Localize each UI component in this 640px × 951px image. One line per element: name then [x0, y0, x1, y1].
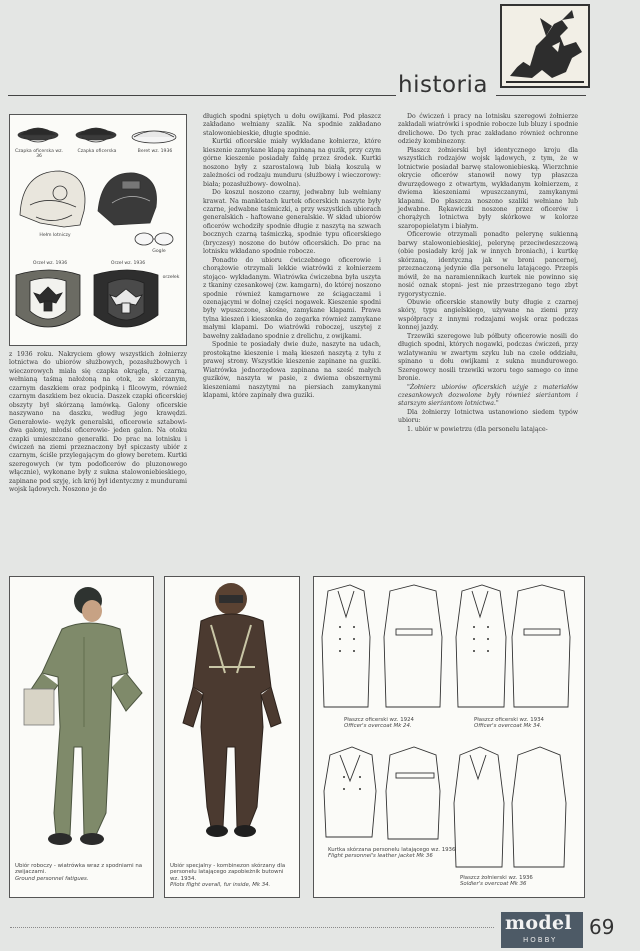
mechanic-caption-en: Ground personnel fatigues.	[15, 875, 89, 882]
pilot-caption-en: Pilots flight overall, fur inside, Mk 34.	[170, 882, 271, 889]
page-number: 69	[589, 915, 615, 939]
cap1-label: Czapka oficerska wz. 36	[14, 149, 64, 160]
pilot-figure	[164, 576, 300, 898]
middle-column-text	[203, 113, 381, 400]
coat-label-1	[344, 717, 454, 730]
header-rule	[8, 95, 396, 96]
coat-label-1-en: Officer's overcoat Mk 24.	[344, 723, 412, 730]
mid-paragraph-2: Kurtki oficerskie miały wykładane kołnierze, które kieszenie zamykane klapą zapinaną na guzik, przy czym górne kieszenie posiadały fałdę przez środek. Kurtki noszono były z szarostalową lub białą koszulą w zależności od rodzaju munduru (służbowy i wieczorowy: biała; pozasłużbowy- dowolna).	[203, 138, 381, 188]
right-paragraph-1: Do ćwiczeń i pracy na lotnisku szeregowi żołnierze zakładali wiatrówki i spodnie robocze lub bluzy i spodnie drelichowe. Do tych prac zakładano również ochronne odzieży kombinezony.	[398, 113, 578, 146]
mid-paragraph-4: Ponadto do ubioru ćwiczebnego oficerowie i chorążowie otrzymali lekkie wiatrówki z kołnierzem stojąco- wykładanym. Wiatrówka ćwiczebna była uszyta z tkaniny czesankowej (zw. kamgarn), do której noszono spodnie również kamgarnowe ze ściągaczami i ozenającymi w dolnej części nogawek. Kieszenie spodni były wpuszczone, skośne, zamykane klapami. Prawa tylna kieszeń i kieszonka do zegarka również zamykane małymi klapami. Do wiatrówki roboczej, uszytej z bawełny zakładano spodnie z drelichu, z owijkami.	[203, 256, 381, 340]
pilot-caption	[170, 863, 294, 889]
right-paragraph-4: Obuwie oficerskie stanowiły buty długie z czarnej skóry, typu angielskiego, używane na ziemi przy współpracy z innymi rodzajami wojsk oraz podczas konnej jazdy.	[398, 298, 578, 332]
coat-label-3-en: Flight personnel's leather jacket Mk 36	[328, 853, 433, 860]
coat-label-3	[328, 847, 458, 860]
coats-figure	[313, 576, 585, 898]
magazine-logo	[501, 912, 583, 948]
helmet-label: Hełm lotniczy	[39, 233, 71, 238]
eagle2-label: Orzeł wz. 1936	[110, 261, 146, 266]
eagle1-label: Orzeł wz. 1936	[32, 261, 68, 266]
coat-label-4	[460, 875, 580, 888]
right-paragraph-6: Dla żołnierzy lotnictwa ustanowiono siedem typów ubioru:	[398, 408, 578, 425]
section-title: historia	[398, 72, 488, 98]
coat-label-4-en: Soldier's overcoat Mk 36	[460, 881, 527, 888]
right-paragraph-5: Trzewiki szeregowe lub półbuty oficerowie nosili do długich spodni, których nogawki, podczas ćwiczeń, przy wzlatywaniu w zwartym szyku lub na czele oddziału, spinano u dołu owijkami z sukna mundurowego. Szeregowcy nosili trzewiki wzoru tego samego co inne bronie.	[398, 332, 578, 383]
header-rule-right	[496, 95, 586, 96]
coat-label-3-pl: Kurtka skórzana personelu latającego wz. 1936	[328, 847, 456, 853]
orzelek-label: orzełek	[162, 275, 180, 280]
cap3-label: Beret wz. 1936	[137, 149, 173, 154]
left-paragraph-1: z 1936 roku. Nakryciem głowy wszystkich żołnierzy lotnictwa do ubiorów służbowych, pozasłużbowych i wieczorowych miała się czapka okrągła, z czarną, wełnianą taśmą nałożoną na otok, ze skórzanym, czarnym daszkiem oraz podpinką i filcowym, również czarnym daszkiem bez okucia. Daszek czapki oficerskiej obszyty był skórzaną lamówką. Galony oficerskie naszywano na daszku, według jego krawędzi. Generałowie- wężyk generalski, oficerowie sztabowi- dwa galony, młodsi oficerowie- jeden galon. Na otoku czapki umieszczano generałki. Do prac na lotnisku i ćwiczeń na ziemi przeznaczony był spiczasty ubiór z czarnym, ściśle przylegającym do głowy beretem. Kurtki szeregowych (w tym podoficerów do pluzonowego włącznie), wykonane były z sukna stalowoniebieskiego, zapinane pod szyję, ich krój był identyczny z mundurami wojsk lądowych. Noszono je do	[9, 351, 187, 494]
mechanic-caption	[15, 863, 147, 882]
right-paragraph-3: Oficerowie otrzymali ponadto pelerynę sukienną barwy stalowoniebieskiej, pelerynę przeciwdeszczową (obie posiadały krój jak w innych broniach), i kurtkę skórzaną, identyczną jak w broni pancernej, przeznaczoną jedynie dla personelu latającego. Przepis mówił, że na naramiennikach kurtek nie powinno się nosić oznak stopni- jest nie przestrzegano tego zbyt rygorystycznie.	[398, 231, 578, 298]
mid-paragraph-5: Spodnie te posiadały dwie duże, naszyte na udach, prostokątne kieszenie i małą kieszeń naszytą z tyłu z prawej strony. Wszystkie kieszenie zapinane na guziki. Wiatrówka jednorzędowa zapinana na sześć małych guzików, naszyta w pasie, z dwiema obszernymi kieszeniami naszytymi na piersiach zamykanymi klapami, które zapinały dwa guziki.	[203, 341, 381, 399]
right-column-text	[398, 113, 578, 434]
footer-dotted-rule	[10, 927, 494, 928]
coat-label-2	[474, 717, 582, 730]
insignia-figure	[9, 114, 187, 346]
coat-label-2-en: Officer's overcoat Mk 34.	[474, 723, 542, 730]
mid-paragraph-1: długich spodni spiętych u dołu owijkami. Pod płaszcz zakładano wełniany szalik. Na spodnie zakładano stalowoniebieskie, długie spodnie.	[203, 113, 381, 137]
pilot-caption-pl: Ubiór specjalny - kombinezon skórzany dla personelu latającego zapobieżnik butowni wz. 1934.	[170, 863, 286, 882]
left-column-text	[9, 351, 187, 495]
right-paragraph-7: 1. ubiór w powietrzu (dla personelu latające-	[407, 425, 548, 433]
right-quote: "Żołnierz ubiorów oficerskich użyje z materiałów czesankowych dozwolone były również sierżantom i starszym sierżantom lotnictwa."	[398, 383, 578, 408]
coat-label-2-pl: Płaszcz oficerski wz. 1934	[474, 717, 544, 723]
mechanic-caption-pl: Ubiór roboczy - wiatrówka wraz z spodniami na zwijaczami.	[15, 863, 143, 876]
magazine-logo-subtext: HOBBY	[523, 936, 558, 944]
right-paragraph-2: Płaszcz żołnierski był identycznego kroju dla wszystkich rodzajów wojsk lądowych, z tym, że w lotnictwie posiadał barwę stalowoniebieską. Wierzchnie okrycie oficerów stanowił nowy typ płaszcza dwurzędowego z otwartym, wykładanym kołnierzem, z dwiema kieszeniami wpuszczanymi, zamykanymi klapami. Do płaszcza noszono szaliki wełniane lub jedwabne. Rękawiczki noszone przez oficerów i chorążych lotnictwa były skórkowe w kolorze szaropopielatym i białym.	[398, 146, 578, 230]
coat-label-1-pl: Płaszcz oficerski wz. 1924	[344, 717, 414, 723]
coat-label-4-pl: Płaszcz żołnierski wz. 1936	[460, 875, 533, 881]
goggles-label: Gogle	[152, 249, 166, 254]
knight-emblem-illustration	[500, 4, 590, 88]
mid-paragraph-3: Do koszul noszono czarny, jedwabny lub wełniany krawat. Na mankietach kurtek oficerskich naszyte były czarne, jedwabne taśmiczki, a przy wszystkich ubiorach generalskich - haftowane generalskie. W skład ubiorów oficerów wchodziły spodnie długie z naszytą na szwach bocznych czarną taśmiczką, spodnie typu oficerskiego (bryczesy) noszone do butów oficerskich. Do prac na lotnisku wkładano spodnie robocze.	[203, 189, 381, 256]
mechanic-figure	[9, 576, 154, 898]
magazine-logo-text: model	[505, 912, 572, 934]
cap2-label: Czapka oficerska	[77, 149, 117, 154]
